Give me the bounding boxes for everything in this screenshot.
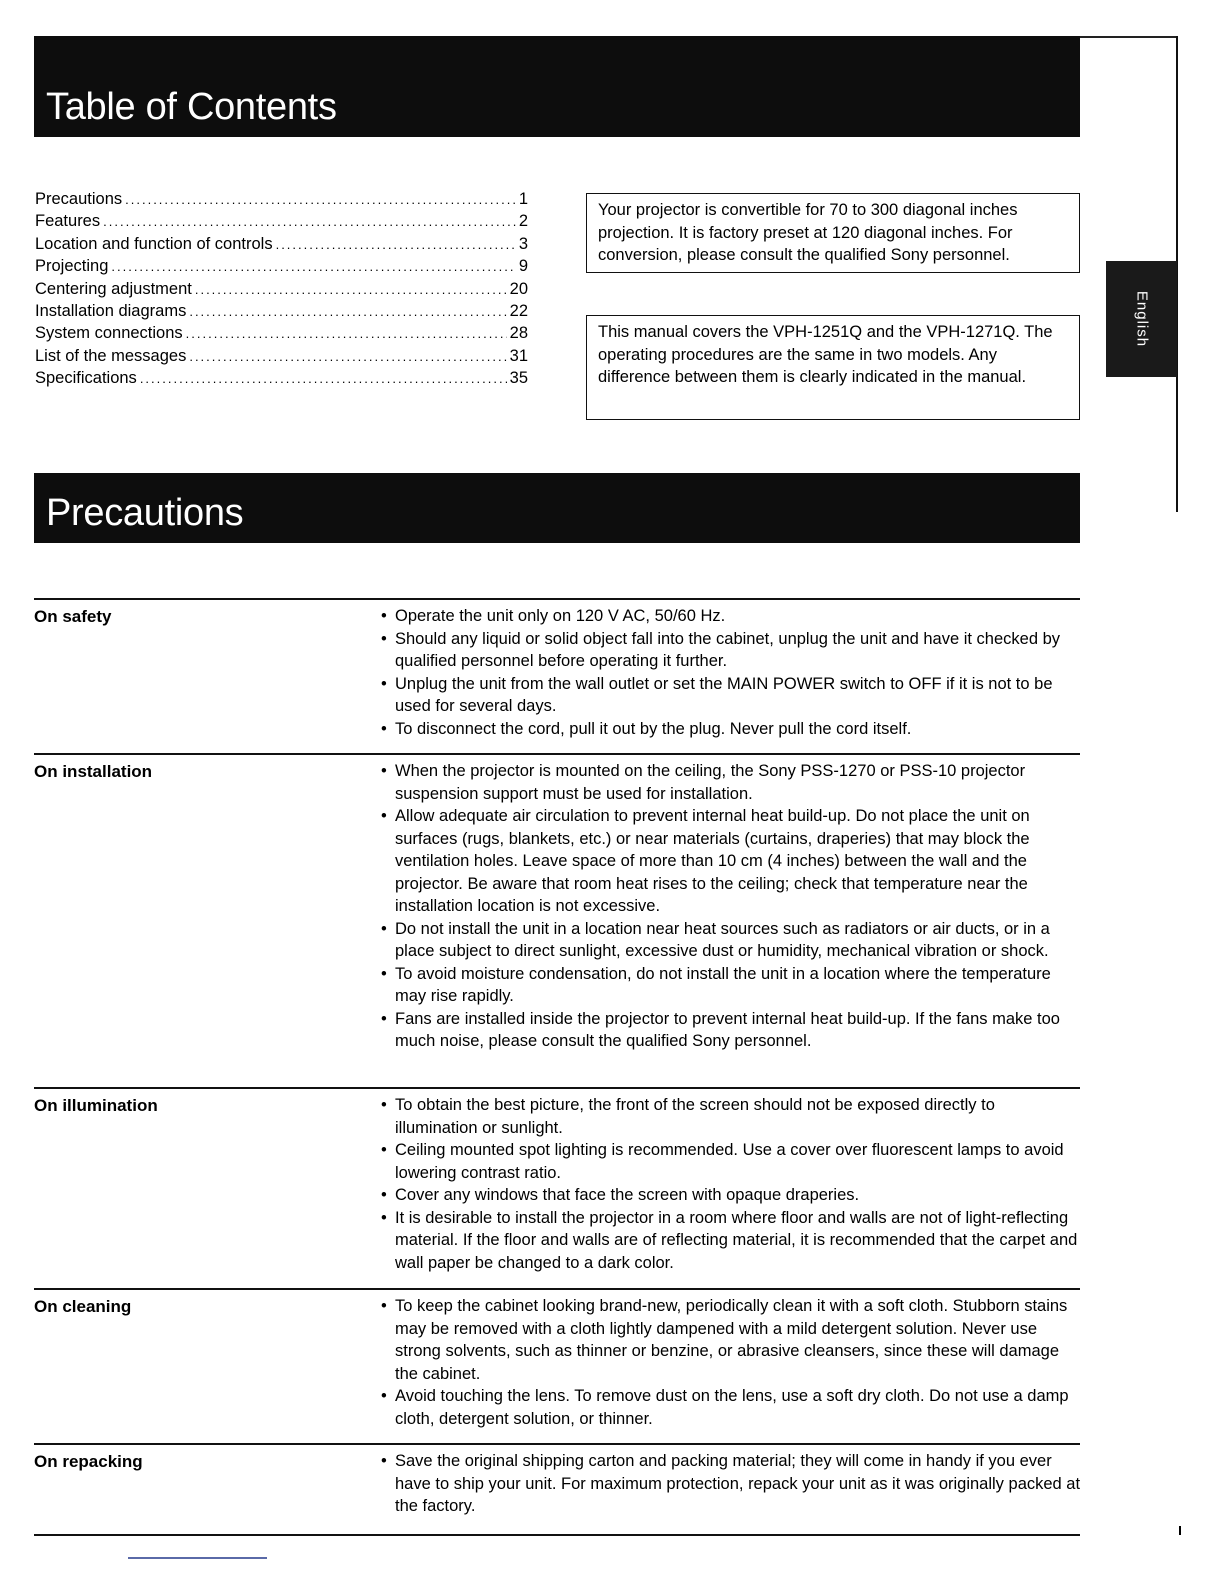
toc-entry-page: 2 [518,212,528,231]
language-tab-label: English [1133,290,1150,348]
list-item: • To avoid moisture condensation, do not install the unit in a location where the temperature may rise rapidly. [381,963,1081,1008]
toc-entry-page: 1 [518,190,528,208]
section-cleaning [34,1288,1080,1428]
toc-leader-dots [195,282,507,297]
list-item: • Fans are installed inside the projector to prevent internal heat build-up. If the fans make too much noise, please consult the qualified Sony personnel. [381,1008,1081,1053]
list-item: • Operate the unit only on 120 V AC, 50/60 Hz. [381,605,1081,628]
toc-entry-label: List of the messages [35,346,187,365]
toc-leader-dots [276,237,516,252]
toc-entry[interactable] [35,190,528,212]
toc-list [35,190,528,392]
toc-entry[interactable] [35,212,528,234]
section-installation [34,753,1080,1050]
list-item: • Should any liquid or solid object fall into the cabinet, unplug the unit and have it checked by qualified personnel before operating it further. [381,628,1081,673]
models-note: This manual covers the VPH-1251Q and the VPH-1271Q. The operating procedures are the same in two models. Any difference between them is clearly indicated in the manual. [586,315,1080,420]
toc-entry-page: 35 [509,369,528,388]
toc-entry[interactable] [35,235,528,257]
language-tab[interactable] [1106,261,1177,377]
section-illumination [34,1087,1080,1272]
list-item: • To obtain the best picture, the front of the screen should not be exposed directly to illumination or sunlight. [381,1094,1081,1139]
list-item: • Allow adequate air circulation to prevent internal heat build-up. Do not place the unit on surfaces (rugs, blankets, etc.) or near materials (curtains, draperies) that may block the ventilation holes. Leave space of more than 10 cm (4 inches) between the wall and the projector. Be aware that room heat rises to the ceiling; check that temperature near the installation location is not excessive. [381,805,1081,918]
list-item: • Save the original shipping carton and packing material; they will come in handy if you ever have to ship your unit. For maximum protection, repack your unit as it was originally packed at the factory. [381,1450,1081,1518]
toc-leader-dots [189,349,506,364]
section-heading: On installation [34,762,153,781]
page-edge-top [1080,36,1177,38]
footer-underline [128,1557,267,1559]
list-item: • When the projector is mounted on the ceiling, the Sony PSS-1270 or PSS-10 projector suspension support must be used for installation. [381,760,1081,805]
toc-entry[interactable] [35,347,528,369]
section-heading: On illumination [34,1096,158,1115]
section-list [381,1094,1081,1274]
list-item: • Ceiling mounted spot lighting is recommended. Use a cover over fluorescent lamps to avoid lowering contrast ratio. [381,1139,1081,1184]
toc-leader-dots [140,371,507,386]
toc-entry-page: 20 [509,279,528,298]
section-list [381,1295,1081,1430]
section-list [381,760,1081,1053]
list-item: • Unplug the unit from the wall outlet or set the MAIN POWER switch to OFF if it is not to be used for several days. [381,673,1081,718]
precautions-title: Precautions [46,492,244,534]
toc-leader-dots [111,259,515,274]
toc-entry-label: Features [35,212,101,231]
toc-entry-page: 28 [509,324,528,343]
toc-leader-dots [189,304,506,319]
toc-entry-page: 31 [509,346,528,365]
toc-entry[interactable] [35,280,528,302]
toc-entry-label: Projecting [35,257,109,276]
toc-entry-label: Installation diagrams [35,301,187,320]
section-list [381,605,1081,740]
toc-title: Table of Contents [46,86,337,128]
toc-entry-label: System connections [35,324,183,343]
toc-entry-label: Specifications [35,369,137,388]
toc-entry-label: Precautions [35,190,123,208]
precautions-banner [34,473,1080,543]
list-item: • Do not install the unit in a location near heat sources such as radiators or air ducts, or in a place subject to direct sunlight, excessive dust or humidity, mechanical vibration or shock. [381,918,1081,963]
list-item: • To keep the cabinet looking brand-new, periodically clean it with a soft cloth. Stubborn stains may be removed with a cloth lightly dampened with a mild detergent solution. Never use strong solvents, such as thinner or benzine, or abrasive cleansers, since these will damage the cabinet. [381,1295,1081,1385]
toc-leader-dots [125,192,516,207]
toc-entry-page: 9 [518,257,528,276]
list-item: • It is desirable to install the projector in a room where floor and walls are not of light-reflecting material. If the floor and walls are of reflecting material, it is recommended that the carpet and wall paper be changed to a dark color. [381,1207,1081,1275]
section-list [381,1450,1081,1518]
section-safety [34,598,1080,738]
list-item: • Cover any windows that face the screen with opaque draperies. [381,1184,1081,1207]
toc-entry-page: 3 [518,234,528,253]
toc-entry-label: Centering adjustment [35,279,192,298]
toc-leader-dots [186,326,507,341]
section-heading: On safety [34,607,112,626]
conversion-note: Your projector is convertible for 70 to 300 diagonal inches projection. It is factory preset at 120 diagonal inches. For conversion, please consult the qualified Sony personnel. [586,193,1080,273]
list-item: • Avoid touching the lens. To remove dust on the lens, use a soft dry cloth. Do not use a damp cloth, detergent solution, or thinner. [381,1385,1081,1430]
toc-entry[interactable] [35,324,528,346]
section-heading: On repacking [34,1452,143,1471]
toc-entry-page: 22 [509,301,528,320]
page-corner-mark [1179,1526,1181,1535]
toc-entry[interactable] [35,257,528,279]
toc-entry[interactable] [35,369,528,391]
bottom-rule [34,1534,1080,1536]
section-heading: On cleaning [34,1297,132,1316]
toc-banner [34,36,1080,137]
toc-entry[interactable] [35,302,528,324]
toc-entry-label: Location and function of controls [35,234,273,253]
toc-leader-dots [103,214,516,229]
section-repacking [34,1443,1081,1515]
list-item: • To disconnect the cord, pull it out by the plug. Never pull the cord itself. [381,718,1081,741]
